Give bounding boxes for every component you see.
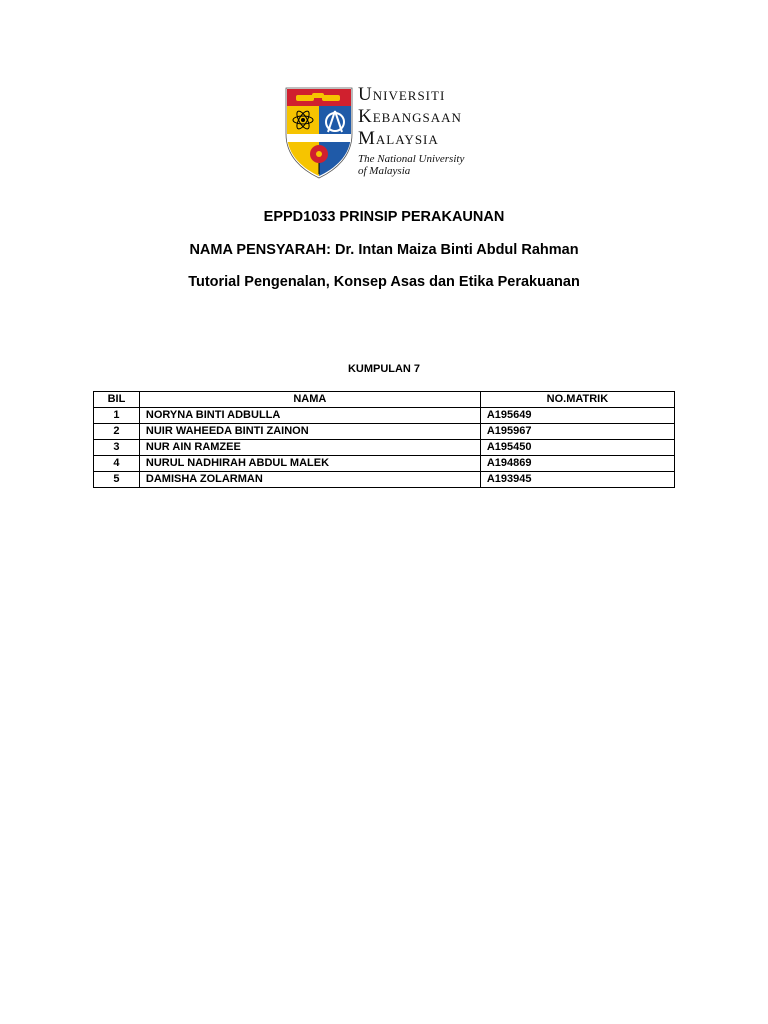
members-table xyxy=(93,391,675,488)
row-matrik: A193945 xyxy=(480,472,674,488)
row-nama: NUR AIN RAMZEE xyxy=(139,440,480,456)
row-nama: DAMISHA ZOLARMAN xyxy=(139,472,480,488)
row-bil: 2 xyxy=(94,424,140,440)
row-bil: 3 xyxy=(94,440,140,456)
university-name-line-3: MALAYSIA xyxy=(358,128,439,149)
table-row xyxy=(94,408,675,424)
row-matrik: A195649 xyxy=(480,408,674,424)
row-nama: NURUL NADHIRAH ABDUL MALEK xyxy=(139,456,480,472)
row-nama: NORYNA BINTI ADBULLA xyxy=(139,408,480,424)
university-name-line-1: UNIVERSITI xyxy=(358,84,446,105)
row-matrik: A195967 xyxy=(480,424,674,440)
course-title: EPPD1033 PRINSIP PERAKAUNAN xyxy=(263,209,505,225)
university-name-line-2: KEBANGSAAN xyxy=(358,106,462,127)
header-bil: BIL xyxy=(94,392,140,408)
row-matrik: A195450 xyxy=(480,440,674,456)
table-row xyxy=(94,472,675,488)
lecturer-name: NAMA PENSYARAH: Dr. Intan Maiza Binti Abdul Rahman xyxy=(189,242,579,258)
university-name-block xyxy=(358,84,498,177)
group-label: KUMPULAN 7 xyxy=(347,363,421,375)
row-nama: NUIR WAHEEDA BINTI ZAINON xyxy=(139,424,480,440)
university-english-name: The National University of Malaysia xyxy=(358,153,465,177)
header-matrik: NO.MATRIK xyxy=(480,392,674,408)
row-matrik: A194869 xyxy=(480,456,674,472)
row-bil: 1 xyxy=(94,408,140,424)
table-row xyxy=(94,456,675,472)
header-nama: NAMA xyxy=(139,392,480,408)
table-row xyxy=(94,440,675,456)
row-bil: 4 xyxy=(94,456,140,472)
tutorial-title: Tutorial Pengenalan, Konsep Asas dan Etika Perakuanan xyxy=(188,274,580,290)
table-header-row xyxy=(94,392,675,408)
table-row xyxy=(94,424,675,440)
row-bil: 5 xyxy=(94,472,140,488)
